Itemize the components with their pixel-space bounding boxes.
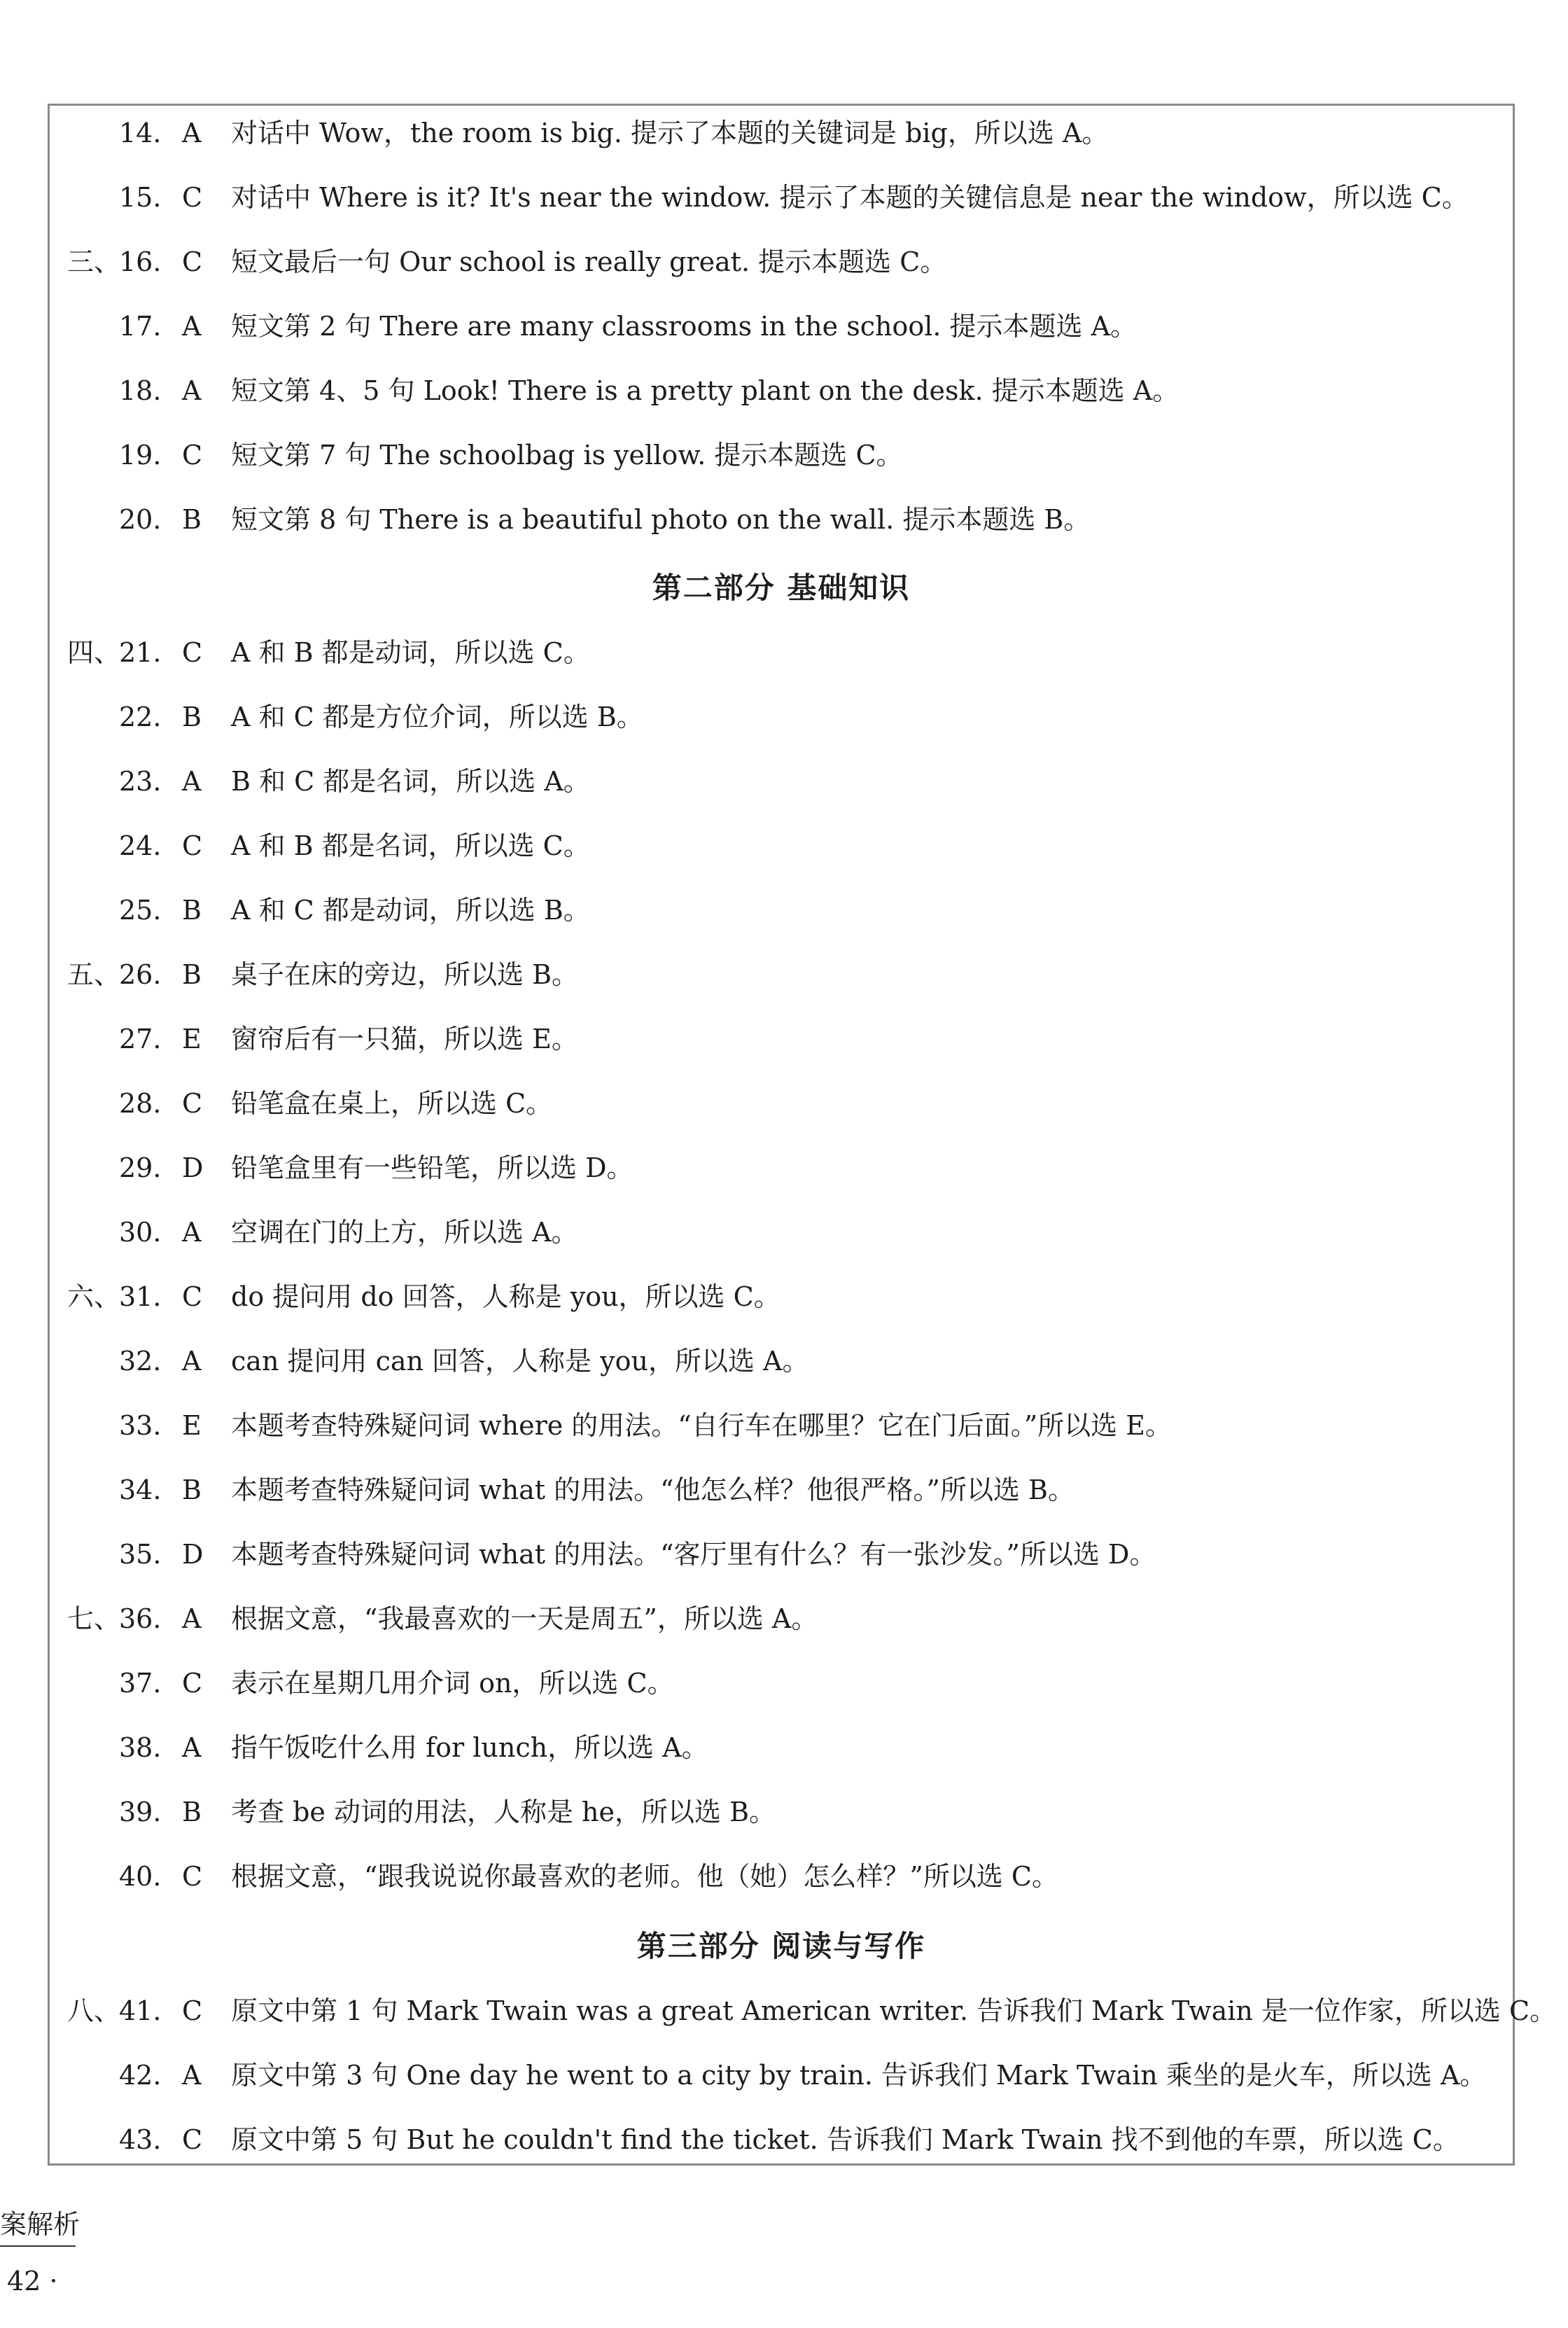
answer-letter: C: [182, 440, 203, 471]
answer-letter: B: [182, 504, 202, 535]
question-number: 38.: [119, 1732, 162, 1763]
answer-letter: C: [182, 830, 203, 861]
section-marker: 八、: [67, 1995, 121, 2026]
question-number: 28.: [119, 1088, 162, 1119]
answer-letter: E: [182, 1410, 202, 1441]
section-marker: 六、: [67, 1281, 121, 1312]
question-number: 25.: [119, 895, 162, 926]
section-marker: 三、: [67, 246, 121, 277]
question-number: 18.: [119, 375, 162, 406]
answer-letter: C: [182, 1668, 203, 1699]
question-number: 23.: [119, 766, 162, 797]
answer-letter: C: [182, 1281, 203, 1312]
explanation-text: 考查 be 动词的用法，人称是 he，所以选 B。: [231, 1797, 776, 1827]
explanation-text: 短文最后一句 Our school is really great. 提示本题选 C。: [231, 246, 947, 277]
answer-letter: A: [182, 766, 202, 797]
explanation-text: 本题考查特殊疑问词 what 的用法。“客厅里有什么？有一张沙发。”所以选 D。: [231, 1539, 1156, 1570]
answer-letter: C: [182, 1861, 203, 1892]
question-number: 33.: [119, 1410, 162, 1441]
question-number: 37.: [119, 1668, 162, 1699]
section-marker: 四、: [67, 637, 121, 668]
footer-rule: [0, 2245, 76, 2247]
question-number: 32.: [119, 1346, 162, 1376]
answer-letter: C: [182, 637, 203, 668]
explanation-text: 空调在门的上方，所以选 A。: [231, 1217, 578, 1248]
question-number: 26.: [119, 959, 162, 990]
question-number: 36.: [119, 1603, 162, 1634]
explanation-text: 铅笔盒在桌上，所以选 C。: [231, 1088, 553, 1119]
explanation-text: 原文中第 5 句 But he couldn't find the ticket. 告诉我们 Mark Twain 找不到他的车票，所以选 C。: [231, 2124, 1460, 2155]
explanation-text: can 提问用 can 回答，人称是 you，所以选 A。: [231, 1346, 809, 1376]
question-number: 19.: [119, 440, 162, 471]
answer-letter: C: [182, 246, 203, 277]
explanation-text: 桌子在床的旁边，所以选 B。: [231, 959, 579, 990]
explanation-text: 根据文意，“跟我说说你最喜欢的老师。他（她）怎么样？”所以选 C。: [231, 1861, 1059, 1892]
explanation-text: 根据文意，“我最喜欢的一天是周五”，所以选 A。: [231, 1603, 818, 1634]
answer-letter: A: [182, 1346, 202, 1376]
question-number: 17.: [119, 311, 162, 342]
section-heading-part-three: 第三部分 阅读与写作: [636, 1929, 926, 1963]
answer-letter: A: [182, 1217, 202, 1248]
explanation-text: 表示在星期几用介词 on，所以选 C。: [231, 1668, 674, 1699]
answer-letter: D: [182, 1539, 204, 1570]
explanation-text: 窗帘后有一只猫，所以选 E。: [231, 1024, 578, 1054]
question-number: 29.: [119, 1152, 162, 1183]
explanation-text: do 提问用 do 回答，人称是 you，所以选 C。: [231, 1281, 780, 1312]
answer-letter: A: [182, 375, 202, 406]
explanation-text: 短文第 4、5 句 Look! There is a pretty plant on the desk. 提示本题选 A。: [231, 375, 1180, 406]
question-number: 16.: [119, 246, 162, 277]
question-number: 35.: [119, 1539, 162, 1570]
answer-letter: A: [182, 118, 202, 148]
answer-letter: B: [182, 1797, 202, 1827]
explanation-text: 本题考查特殊疑问词 where 的用法。“自行车在哪里？它在门后面。”所以选 E。: [231, 1410, 1172, 1441]
question-number: 31.: [119, 1281, 162, 1312]
answer-letter: A: [182, 1603, 202, 1634]
question-number: 30.: [119, 1217, 162, 1248]
explanation-text: B 和 C 都是名词，所以选 A。: [231, 766, 590, 797]
section-heading-part-two: 第二部分 基础知识: [652, 571, 911, 605]
explanation-text: 原文中第 1 句 Mark Twain was a great American writer. 告诉我们 Mark Twain 是一位作家，所以选 C。: [231, 1995, 1557, 2026]
answer-letter: B: [182, 702, 202, 732]
footer-label: 案解析: [0, 2209, 80, 2240]
explanation-text: 本题考查特殊疑问词 what 的用法。“他怎么样？他很严格。”所以选 B。: [231, 1475, 1074, 1505]
answer-letter: A: [182, 311, 202, 342]
answer-letter: C: [182, 1995, 203, 2026]
section-marker: 五、: [67, 959, 121, 990]
answer-letter: C: [182, 1088, 203, 1119]
answer-letter: C: [182, 2124, 203, 2155]
explanation-text: 铅笔盒里有一些铅笔，所以选 D。: [231, 1152, 634, 1183]
answer-letter: B: [182, 959, 202, 990]
answer-letter: A: [182, 1732, 202, 1763]
question-number: 24.: [119, 830, 162, 861]
question-number: 22.: [119, 702, 162, 732]
question-number: 21.: [119, 637, 162, 668]
answer-letter: E: [182, 1024, 202, 1054]
explanation-text: 短文第 8 句 There is a beautiful photo on the wall. 提示本题选 B。: [231, 504, 1091, 535]
answer-letter: C: [182, 182, 203, 213]
question-number: 34.: [119, 1475, 162, 1505]
question-number: 43.: [119, 2124, 162, 2155]
explanation-text: A 和 B 都是名词，所以选 C。: [231, 830, 590, 861]
question-number: 14.: [119, 118, 162, 148]
explanation-text: 短文第 2 句 There are many classrooms in the school. 提示本题选 A。: [231, 311, 1138, 342]
explanation-text: A 和 B 都是动词，所以选 C。: [231, 637, 590, 668]
question-number: 39.: [119, 1797, 162, 1827]
answer-letter: B: [182, 1475, 202, 1505]
explanation-text: 短文第 7 句 The schoolbag is yellow. 提示本题选 C。: [231, 440, 903, 471]
explanation-text: 对话中 Wow，the room is big. 提示了本题的关键词是 big，所以选 A。: [231, 118, 1109, 148]
explanation-text: 指午饭吃什么用 for lunch，所以选 A。: [231, 1732, 708, 1763]
question-number: 27.: [119, 1024, 162, 1054]
answer-letter: B: [182, 895, 202, 926]
explanation-text: 原文中第 3 句 One day he went to a city by train. 告诉我们 Mark Twain 乘坐的是火车，所以选 A。: [231, 2060, 1487, 2091]
section-marker: 七、: [67, 1603, 121, 1634]
question-number: 41.: [119, 1995, 162, 2026]
explanation-text: 对话中 Where is it? It's near the window. 提示了本题的关键信息是 near the window，所以选 C。: [231, 182, 1469, 213]
question-number: 42.: [119, 2060, 162, 2091]
answer-letter: A: [182, 2060, 202, 2091]
answer-letter: D: [182, 1152, 204, 1183]
question-number: 40.: [119, 1861, 162, 1892]
page-number: 42 ·: [7, 2266, 58, 2296]
explanation-text: A 和 C 都是动词，所以选 B。: [231, 895, 590, 926]
question-number: 15.: [119, 182, 162, 213]
question-number: 20.: [119, 504, 162, 535]
explanation-text: A 和 C 都是方位介词，所以选 B。: [231, 702, 643, 732]
